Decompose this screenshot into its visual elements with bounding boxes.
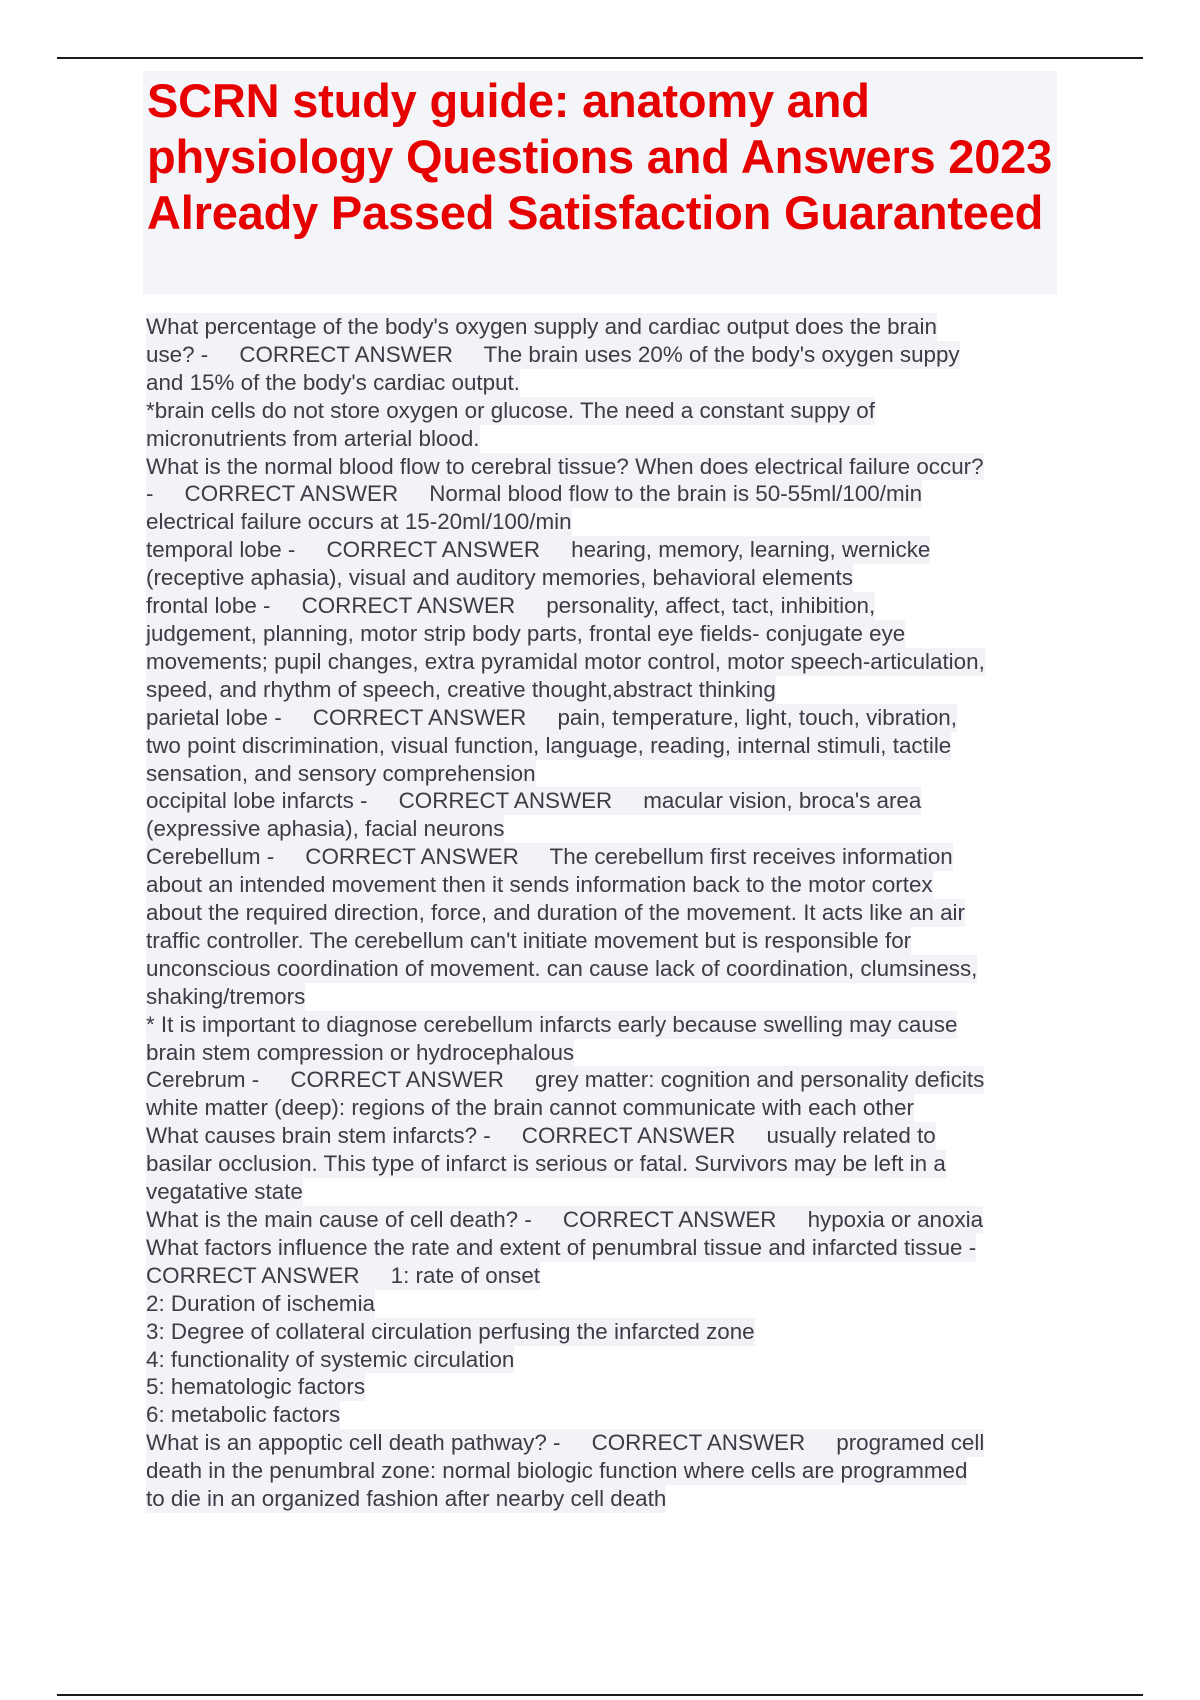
text-line: micronutrients from arterial blood. xyxy=(146,425,480,451)
text-line: (receptive aphasia), visual and auditory memories, behavioral elements xyxy=(146,565,853,591)
text-line: 2: Duration of ischemia xyxy=(146,1290,375,1316)
text-line: two point discrimination, visual function, language, reading, internal stimuli, tactile xyxy=(146,732,952,758)
text-line: brain stem compression or hydrocephalous xyxy=(146,1039,575,1065)
text-line: What is the normal blood flow to cerebral tissue? When does electrical failure occur? xyxy=(146,453,984,479)
text-line: Cerebrum - CORRECT ANSWER grey matter: cognition and personality deficits xyxy=(146,1067,985,1093)
text-line: to die in an organized fashion after nearby cell death xyxy=(146,1486,667,1512)
text-line: sensation, and sensory comprehension xyxy=(146,760,536,786)
document-title: SCRN study guide: anatomy and physiology Questions and Answers 2023 Already Passed Satisfaction Guaranteed xyxy=(147,74,1053,239)
text-line: 5: hematologic factors xyxy=(146,1374,366,1400)
text-line: - CORRECT ANSWER Normal blood flow to the brain is 50-55ml/100/min xyxy=(146,481,923,507)
text-line: electrical failure occurs at 15-20ml/100/min xyxy=(146,509,572,535)
text-line: temporal lobe - CORRECT ANSWER hearing, memory, learning, wernicke xyxy=(146,537,931,563)
text-line: white matter (deep): regions of the brain cannot communicate with each other xyxy=(146,1095,914,1121)
top-rule xyxy=(57,57,1143,59)
text-line: unconscious coordination of movement. can cause lack of coordination, clumsiness, xyxy=(146,955,978,981)
text-line: What causes brain stem infarcts? - CORRECT ANSWER usually related to xyxy=(146,1123,936,1149)
text-line: traffic controller. The cerebellum can't initiate movement but is responsible for xyxy=(146,927,912,953)
text-line: (expressive aphasia), facial neurons xyxy=(146,816,505,842)
text-line: movements; pupil changes, extra pyramidal motor control, motor speech-articulation, xyxy=(146,648,985,674)
text-line: vegatative state xyxy=(146,1179,303,1205)
text-line: frontal lobe - CORRECT ANSWER personality, affect, tact, inhibition, xyxy=(146,593,876,619)
text-line: about the required direction, force, and duration of the movement. It acts like an air xyxy=(146,900,965,926)
text-line: occipital lobe infarcts - CORRECT ANSWER macular vision, broca's area xyxy=(146,788,922,814)
text-line: and 15% of the body's cardiac output. xyxy=(146,369,520,395)
text-line: judgement, planning, motor strip body parts, frontal eye fields- conjugate eye xyxy=(146,620,906,646)
text-line: *brain cells do not store oxygen or glucose. The need a constant suppy of xyxy=(146,397,875,423)
text-line: What is the main cause of cell death? - CORRECT ANSWER hypoxia or anoxia xyxy=(146,1207,984,1232)
text-line: speed, and rhythm of speech, creative thought,abstract thinking xyxy=(146,676,776,702)
text-line: Cerebellum - CORRECT ANSWER The cerebellum first receives information xyxy=(146,844,953,870)
text-line: What factors influence the rate and extent of penumbral tissue and infarcted tissue - xyxy=(146,1234,977,1260)
text-line: use? - CORRECT ANSWER The brain uses 20% of the body's oxygen suppy xyxy=(146,341,960,367)
text-line: about an intended movement then it sends information back to the motor cortex xyxy=(146,872,933,898)
text-line: CORRECT ANSWER 1: rate of onset xyxy=(146,1262,541,1288)
text-line: death in the penumbral zone: normal biologic function where cells are programmed xyxy=(146,1458,968,1484)
text-line: shaking/tremors xyxy=(146,983,306,1009)
text-line: * It is important to diagnose cerebellum infarcts early because swelling may cause xyxy=(146,1011,958,1037)
text-line: parietal lobe - CORRECT ANSWER pain, temperature, light, touch, vibration, xyxy=(146,704,957,730)
document-body xyxy=(146,313,1061,1513)
title-block xyxy=(143,71,1057,294)
bottom-rule xyxy=(57,1694,1143,1696)
text-line: 3: Degree of collateral circulation perfusing the infarcted zone xyxy=(146,1318,755,1344)
text-line: What is an appoptic cell death pathway? - CORRECT ANSWER programed cell xyxy=(146,1430,985,1456)
text-line: 6: metabolic factors xyxy=(146,1402,341,1428)
text-line: basilar occlusion. This type of infarct is serious or fatal. Survivors may be left in a xyxy=(146,1151,946,1177)
text-line: 4: functionality of systemic circulation xyxy=(146,1346,515,1372)
text-line: What percentage of the body's oxygen supply and cardiac output does the brain xyxy=(146,314,937,339)
